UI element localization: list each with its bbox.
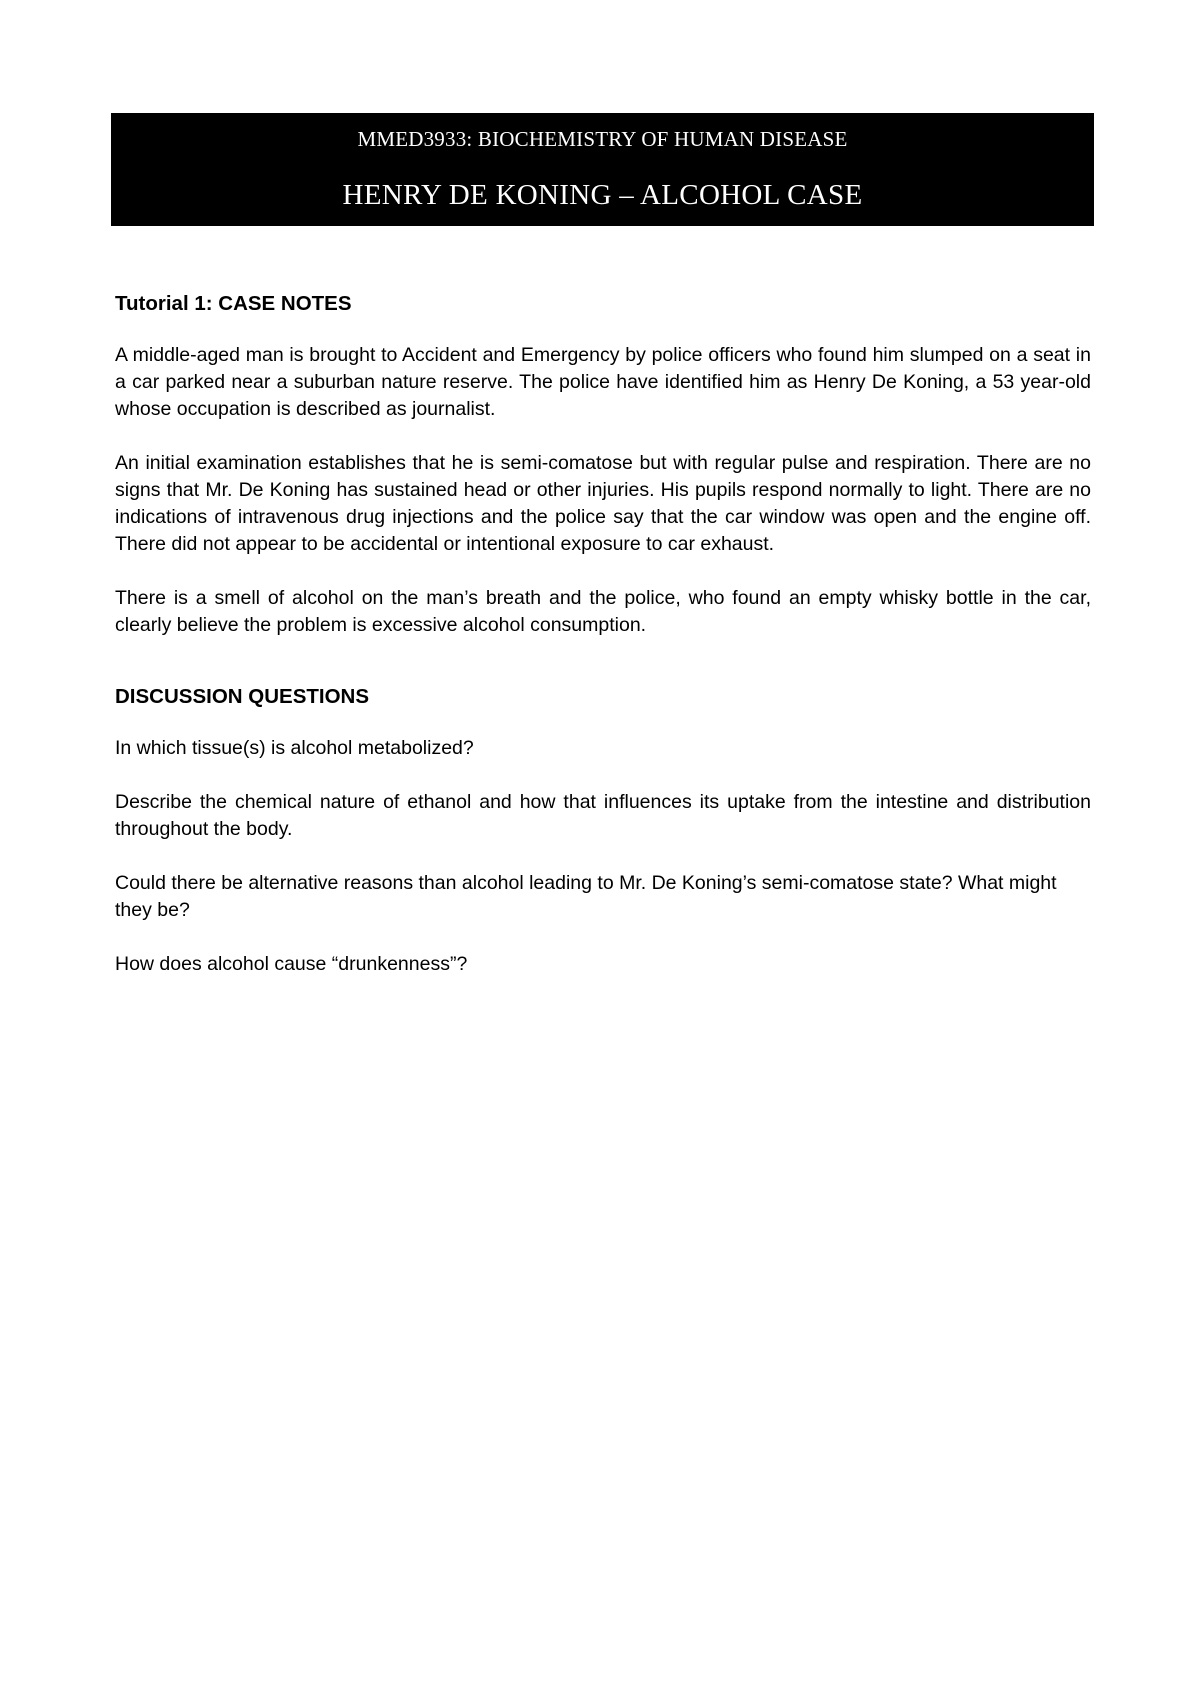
course-title: MMED3933: BIOCHEMISTRY OF HUMAN DISEASE [357,127,848,151]
case-notes-paragraph: There is a smell of alcohol on the man’s breath and the police, who found an empty whisky bottle in the car, clearly believe the problem is excessive alcohol consumption. [115,587,1091,636]
discussion-question: Could there be alternative reasons than alcohol leading to Mr. De Koning’s semi-comatose state? What might they be? [115,872,1057,921]
case-notes-paragraph: A middle-aged man is brought to Accident and Emergency by police officers who found him slumped on a seat in a car parked near a suburban nature reserve. The police have identified him as Henry De Koning, a 53 year-old whose occupation is described as journalist. [115,344,1091,420]
discussion-heading: DISCUSSION QUESTIONS [115,685,370,708]
case-notes-heading: Tutorial 1: CASE NOTES [115,292,352,315]
discussion-question: In which tissue(s) is alcohol metabolized? [115,737,474,759]
discussion-question: How does alcohol cause “drunkenness”? [115,953,468,975]
document-header [111,113,1094,226]
discussion-question: Describe the chemical nature of ethanol and how that influences its uptake from the intestine and distribution throughout the body. [115,791,1091,840]
case-title: HENRY DE KONING – ALCOHOL CASE [342,179,863,211]
document-body [115,290,1091,1005]
case-notes-paragraph: An initial examination establishes that he is semi-comatose but with regular pulse and respiration. There are no signs that Mr. De Koning has sustained head or other injuries. His pupils respond normally to light. There are no indications of intravenous drug injections and the police say that the car window was open and the engine off. There did not appear to be accidental or intentional exposure to car exhaust. [115,452,1091,555]
